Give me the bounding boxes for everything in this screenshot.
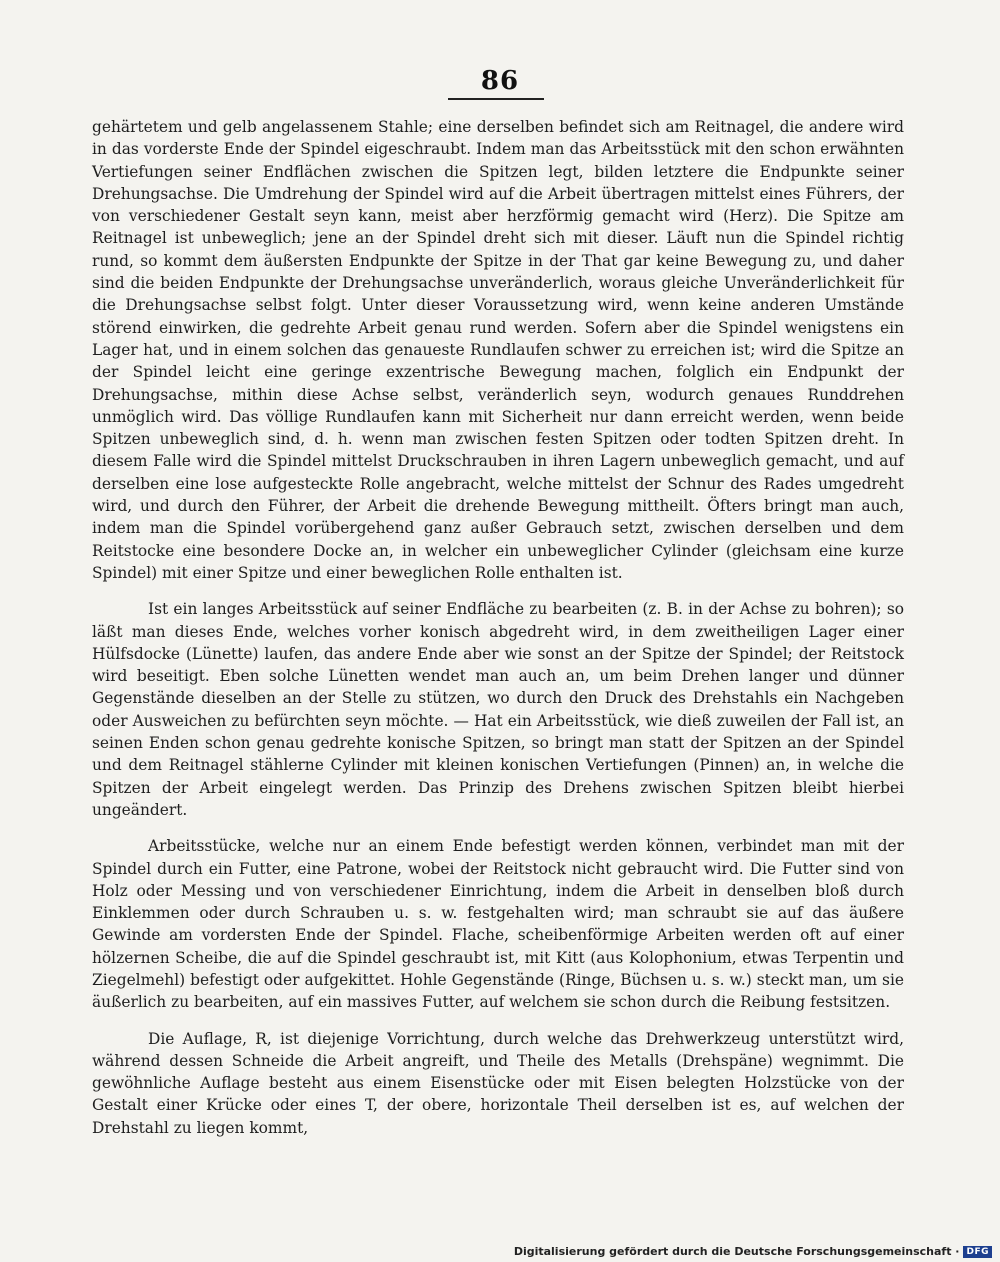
footer-credit xyxy=(514,1245,992,1258)
page-number: 86 xyxy=(480,66,520,96)
footer-credit-text: Digitalisierung gefördert durch die Deutsche Forschungsgemeinschaft · xyxy=(513,1245,960,1258)
paragraph: gehärtetem und gelb angelassenem Stahle; eine derselben befindet sich am Reitnagel, die andere wird in das vorderste Ende der Spindel eigeschraubt. Indem man das Arbeitsstück mit den schon erwähnten Vertiefungen seiner Endflächen zwischen die Spitzen legt, bilden letztere die Endpunkte seiner Drehungsachse. Die Umdrehung der Spindel wird auf die Arbeit übertragen mittelst eines Führers, der von verschiedener Gestalt seyn kann, meist aber herzförmig gemacht wird (Herz). Die Spitze am Reitnagel ist unbeweglich; jene an der Spindel dreht sich mit dieser. Läuft nun die Spindel richtig rund, so kommt dem äußersten Endpunkte der Spitze in der That gar keine Bewegung zu, und daher sind die beiden Endpunkte der Drehungsachse unveränderlich, woraus gleiche Unveränderlichkeit für die Drehungsachse selbst folgt. Unter dieser Voraussetzung wird, wenn keine anderen Umstände störend einwirken, die gedrehte Arbeit genau rund werden. Sofern aber die Spindel wenigstens ein Lager hat, und in einem solchen das genaueste Rundlaufen schwer zu erreichen ist; wird die Spitze an der Spindel leicht eine geringe exzentrische Bewegung machen, folglich ein Endpunkt der Drehungsachse, mithin diese Achse selbst, veränderlich seyn, wodurch genaues Runddrehen unmöglich wird. Das völlige Rundlaufen kann mit Sicherheit nur dann erreicht werden, wenn beide Spitzen unbeweglich sind, d. h. wenn man zwischen festen Spitzen oder todten Spitzen dreht. In diesem Falle wird die Spindel mittelst Druckschrauben in ihren Lagern unbeweglich gemacht, und auf derselben eine lose aufgesteckte Rolle angebracht, welche mittelst der Schnur des Rades umgedreht wird, und durch den Führer, der Arbeit die drehende Bewegung mittheilt. Öfters bringt man auch, indem man die Spindel vorübergehend ganz außer Gebrauch setzt, zwischen derselben und dem Reitstocke eine besondere Docke an, in welcher ein unbeweglicher Cylinder (gleichsam eine kurze Spindel) mit einer Spitze und einer beweglichen Rolle enthalten ist. xyxy=(92,118,904,582)
dfg-logo: DFG xyxy=(963,1246,992,1258)
page-number-rule xyxy=(448,98,544,100)
body-text xyxy=(92,116,904,1153)
paragraph: Ist ein langes Arbeitsstück auf seiner Endfläche zu bearbeiten (z. B. in der Achse zu bohren); so läßt man dieses Ende, welches vorher konisch abgedreht wird, in dem zweitheiligen Lager einer Hülfsdocke (Lünette) laufen, das andere Ende aber wie sonst an der Spitze der Spindel; der Reitstock wird beseitigt. Eben solche Lünetten wendet man auch an, um beim Drehen langer und dünner Gegenstände dieselben an der Stelle zu stützen, wo durch den Druck des Drehstahls ein Nachgeben oder Ausweichen zu befürchten seyn möchte. — Hat ein Arbeitsstück, wie dieß zuweilen der Fall ist, an seinen Enden schon genau gedrehte konische Spitzen, so bringt man statt der Spitzen an der Spindel und dem Reitnagel stählerne Cylinder mit kleinen konischen Vertiefungen (Pinnen) an, in welche die Spitzen der Arbeit eingelegt werden. Das Prinzip des Drehens zwischen Spitzen bleibt hierbei ungeändert. xyxy=(92,600,904,819)
paragraph: Arbeitsstücke, welche nur an einem Ende befestigt werden können, verbindet man mit der Spindel durch ein Futter, eine Patrone, wobei der Reitstock nicht gebraucht wird. Die Futter sind von Holz oder Messing und von verschiedener Einrichtung, indem die Arbeit in denselben bloß durch Einklemmen oder durch Schrauben u. s. w. festgehalten wird; man schraubt sie auf das äußere Gewinde am vordersten Ende der Spindel. Flache, scheibenförmige Arbeiten werden oft auf einer hölzernen Scheibe, die auf die Spindel geschraubt ist, mit Kitt (aus Kolophonium, etwas Terpentin und Ziegelmehl) befestigt oder aufgekittet. Hohle Gegenstände (Ringe, Büchsen u. s. w.) steckt man, um sie äußerlich zu bearbeiten, auf ein massives Futter, auf welchem sie schon durch die Reibung festsitzen. xyxy=(92,837,904,1012)
paragraph: Die Auflage, R, ist diejenige Vorrichtung, durch welche das Drehwerkzeug unterstützt wird, während dessen Schneide die Arbeit angreift, und Theile des Metalls (Drehspäne) wegnimmt. Die gewöhnliche Auflage besteht aus einem Eisenstücke oder mit Eisen belegten Holzstücke von der Gestalt einer Krücke oder eines T, der obere, horizontale Theil derselben ist es, auf welchen der Drehstahl zu liegen kommt, xyxy=(92,1029,904,1137)
